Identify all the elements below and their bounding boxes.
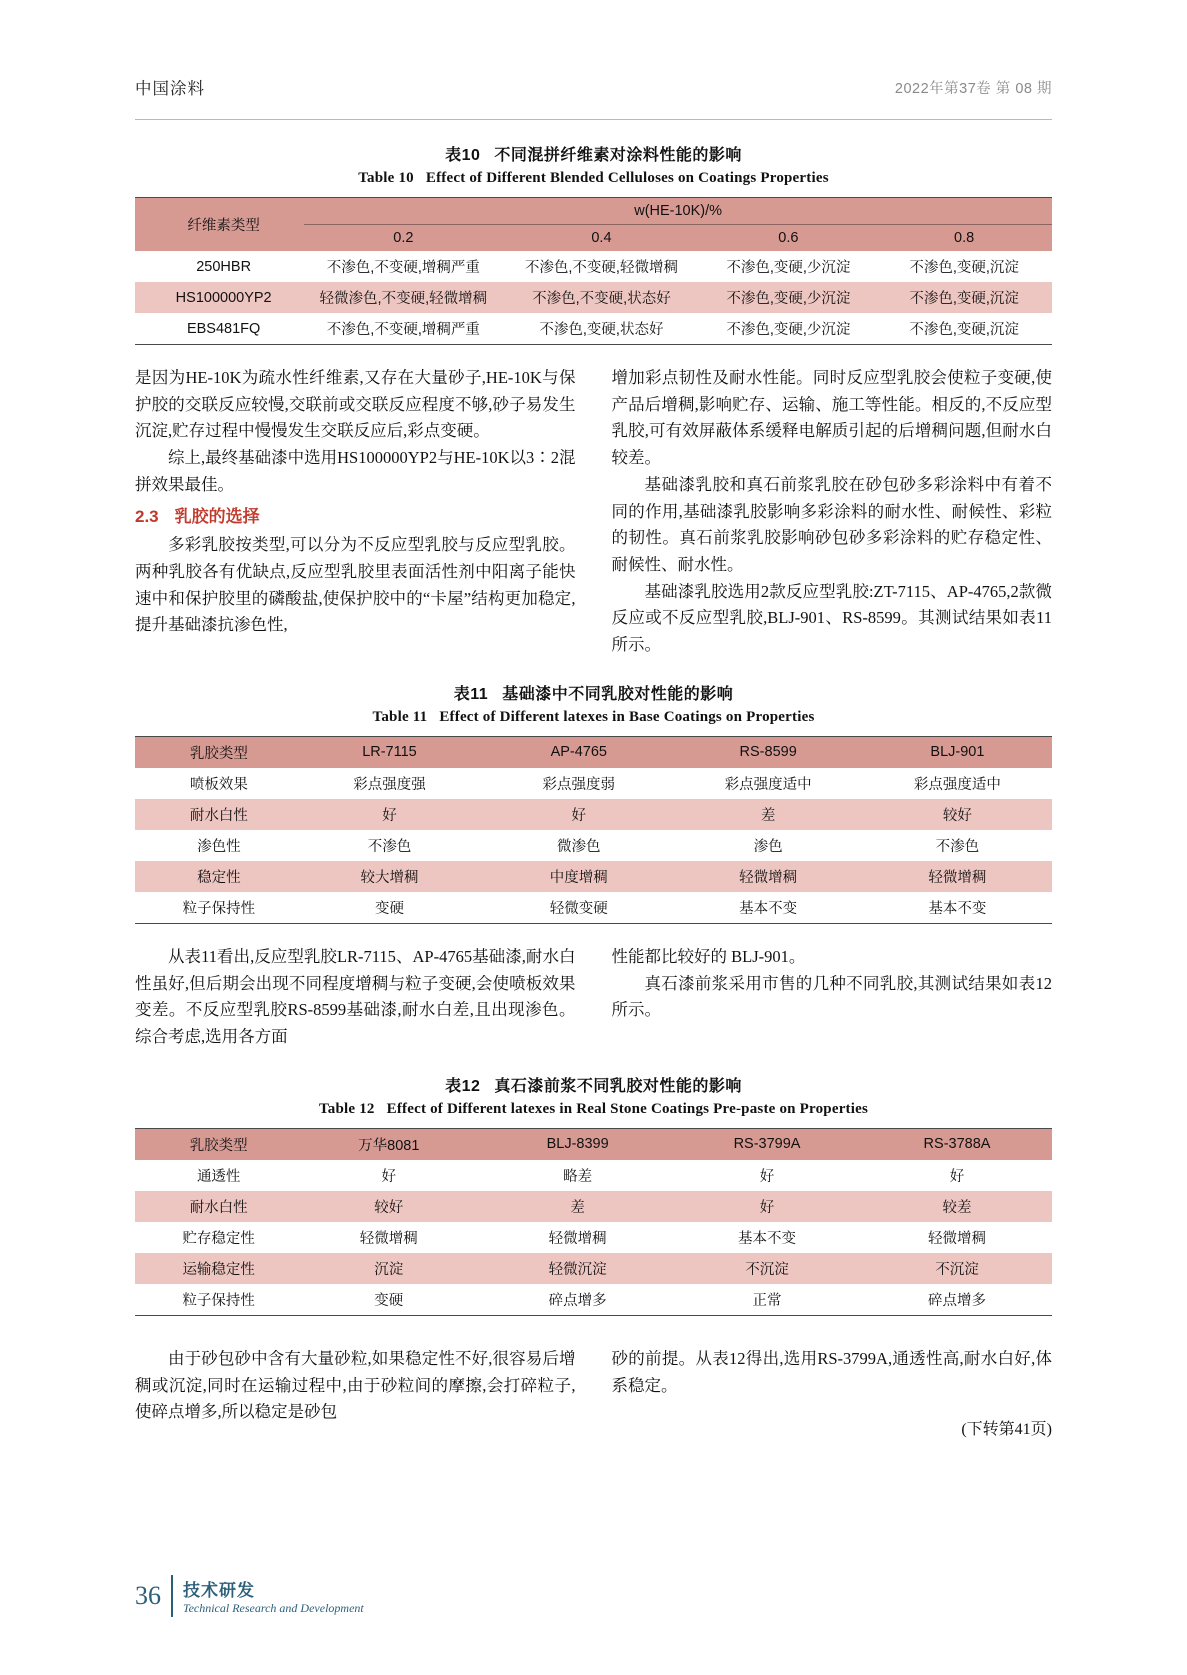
table12-header-4: RS-3788A [862,1128,1052,1160]
table11-row0-cell3: 彩点强度适中 [913,776,1001,793]
table12-caption-en-text: Effect of Different latexes in Real Stone Coatings Pre-paste on Properties [386,1100,869,1117]
table-row [135,799,1052,830]
table10-row1-cell3: 不渗色,变硬,沉淀 [876,282,1052,313]
table10-row1-cell1: 不渗色,不变硬,状态好 [502,282,700,313]
body1-left-p3: 多彩乳胶按类型,可以分为不反应型乳胶与反应型乳胶。两种乳胶各有优缺点,反应型乳胶里表面活性剂中阳离子能快速中和保护胶里的磷酸盐,使保护胶中的“卡屋”结构更加稳定,提升基础漆抗渗色性, [135,535,576,635]
body3-right-p1: 砂的前提。从表12得出,选用RS-3799A,通透性高,耐水白好,体系稳定。 [611,1348,1052,1395]
table10-row2-cell2: 不渗色,变硬,少沉淀 [726,322,851,338]
table10-group-header: w(HE-10K)/% [304,198,1052,225]
table11-row2-cell0: 不渗色 [367,838,412,855]
table-row [135,1284,1052,1316]
table12-row1-cell0: 较好 [294,1191,483,1222]
table12 [135,1128,1052,1316]
table12-row3-name: 运输稳定性 [135,1253,294,1284]
table12-row3-cell2: 不沉淀 [672,1253,862,1284]
table-row [135,1253,1052,1284]
body2-left-p1: 从表11看出,反应型乳胶LR-7115、AP-4765基础漆,耐水白性虽好,但后期会出现不同程度增稠与粒子变硬,会使喷板效果变差。不反应型乳胶RS-8599基础漆,耐水白差,且出现渗色。综合考虑,选用各方面 [135,946,576,1047]
table12-row4-cell1: 碎点增多 [548,1292,607,1309]
table10-row1-cell0: 轻微渗色,不变硬,轻微增稠 [304,282,502,313]
table12-row0-cell3: 好 [949,1168,965,1185]
table11-header-1: LR-7115 [295,736,484,768]
table11-row1-name: 耐水白性 [135,799,295,830]
table10-row0-cell3: 不渗色,变硬,沉淀 [909,260,1019,276]
table-row [135,830,1052,861]
table11-row4-name: 粒子保持性 [182,900,256,917]
body1-left-p1: 是因为HE-10K为疏水性纤维素,又存在大量砂子,HE-10K与保护胶的交联反应较慢,交联前或交联反应程度不够,砂子易发生沉淀,贮存过程中慢慢发生交联反应后,彩点变硬。 [135,368,576,441]
table-row [135,861,1052,892]
table12-caption [135,1073,1052,1118]
table-row [135,1160,1052,1191]
table-row [135,282,1052,313]
table12-row0-cell2: 好 [759,1168,775,1185]
table11-row1-cell1: 好 [484,799,673,830]
table10-row1-cell2: 不渗色,变硬,少沉淀 [701,282,877,313]
table12-header-2: BLJ-8399 [483,1128,672,1160]
table11-caption [135,681,1052,726]
table12-row2-cell1: 轻微增稠 [548,1230,607,1247]
table12-row0-cell0: 好 [381,1168,397,1185]
table10-row2-cell0: 不渗色,不变硬,增稠严重 [326,322,480,338]
body1-right-p2: 基础漆乳胶和真石前浆乳胶在砂包砂多彩涂料中有着不同的作用,基础漆乳胶影响多彩涂料的耐水性、耐候性、彩粒的韧性。真石前浆乳胶影响砂包砂多彩涂料的贮存稳定性、耐候性、耐水性。 [611,474,1052,575]
section-heading-2-3 [135,503,576,531]
continued-note: (下转第41页) [961,1421,1052,1439]
table10-row2-cell3: 不渗色,变硬,沉淀 [909,322,1019,338]
body-block-1 [135,365,1052,659]
table11-caption-en-text: Effect of Different latexes in Base Coatings on Properties [439,708,815,725]
table10-caption-cn-text: 不同混拼纤维素对涂料性能的影响 [494,147,742,164]
table12-row4-name: 粒子保持性 [182,1292,255,1309]
table11-row2-cell1: 微渗色 [557,838,601,855]
table10-row0-cell1: 不渗色,不变硬,轻微增稠 [524,260,678,276]
table11-header-2: AP-4765 [484,736,673,768]
table-row [135,1191,1052,1222]
table10-row2-cell1: 不渗色,变硬,状态好 [539,322,664,338]
table11-row1-cell3: 较好 [863,799,1052,830]
body2-right-column [612,944,1053,1051]
table11-row3-cell0: 较大增稠 [295,861,484,892]
table-row [135,1222,1052,1253]
table11-row3-cell3: 轻微增稠 [863,861,1052,892]
table10-subheader-1: 0.4 [502,225,700,252]
table10-header-row [135,198,1052,225]
table11-row1-cell0: 好 [295,799,484,830]
body3-left-column [135,1346,576,1443]
table12-row0-cell1: 略差 [563,1168,593,1185]
table12-row1-cell2: 好 [672,1191,862,1222]
table11-caption-cn-text: 基础漆中不同乳胶对性能的影响 [502,685,734,703]
table11-header-3: RS-8599 [673,736,862,768]
table10-caption-en-text: Effect of Different Blended Celluloses on Coatings Properties [425,170,829,186]
table11-caption-en-label: Table 11 [372,708,428,725]
table-row [135,768,1052,799]
table11-row2-name: 渗色性 [197,838,241,855]
table12-row2-cell0: 轻微增稠 [359,1230,418,1247]
table11-row4-cell0: 变硬 [374,900,404,917]
body1-left-p2: 综上,最终基础漆中选用HS100000YP2与HE-10K以3∶2混拼效果最佳。 [135,448,576,494]
table12-row2-name: 贮存稳定性 [182,1230,255,1247]
issue-info: 2022年第37卷 第 08 期 [894,81,1052,97]
body1-left-column [135,365,576,659]
table12-row4-cell2: 正常 [752,1292,782,1309]
table11-row4-cell1: 轻微变硬 [549,900,608,917]
table12-row1-cell1: 差 [483,1191,672,1222]
table12-header-0: 乳胶类型 [135,1128,294,1160]
section-title: 乳胶的选择 [174,506,260,526]
table10-row0-name: 250HBR [196,258,252,275]
table11-row0-cell1: 彩点强度弱 [542,776,616,793]
table12-header-1: 万华8081 [294,1128,483,1160]
table11-row0-cell0: 彩点强度强 [353,776,426,793]
body1-right-column [612,365,1053,659]
table12-row0-name: 通透性 [196,1168,241,1185]
table10-row1-name: HS100000YP2 [135,282,304,313]
table10-row2-name: EBS481FQ [186,320,261,337]
table10-caption-en-label: Table 10 [358,170,414,186]
table12-row3-cell0: 沉淀 [294,1253,483,1284]
table11 [135,736,1052,924]
table12-row1-cell3: 较差 [862,1191,1052,1222]
body-block-2 [135,944,1052,1051]
table-row [135,251,1052,282]
page-header [135,75,1052,120]
table10-col0-header: 纤维素类型 [135,198,304,252]
body2-right-p2: 真石漆前浆采用市售的几种不同乳胶,其测试结果如表12所示。 [611,973,1052,1020]
table11-row4-cell3: 基本不变 [928,900,987,917]
table10-subheader-0: 0.2 [304,225,502,252]
table10-subheader-3: 0.8 [876,225,1052,252]
table11-row3-name: 稳定性 [135,861,295,892]
section-number: 2.3 [135,506,159,526]
table11-row0-name: 喷板效果 [189,776,248,793]
table11-row2-cell2: 渗色 [753,838,783,855]
table12-row3-cell1: 轻微沉淀 [483,1253,672,1284]
table10-row0-cell2: 不渗色,变硬,少沉淀 [726,260,851,276]
table11-row0-cell2: 彩点强度适中 [724,776,812,793]
table12-header-3: RS-3799A [672,1128,862,1160]
table12-row1-name: 耐水白性 [135,1191,294,1222]
table11-header-0: 乳胶类型 [135,736,295,768]
page-footer [135,1575,364,1617]
page-number: 36 [135,1581,161,1610]
table10 [135,197,1052,345]
footer-divider [171,1575,173,1617]
table12-row2-cell3: 轻微增稠 [928,1230,986,1247]
body3-right-column [612,1346,1053,1443]
footer-section-en: Technical Research and Development [183,1601,364,1615]
table12-caption-cn-text: 真石漆前浆不同乳胶对性能的影响 [494,1077,742,1095]
table11-caption-cn-number: 表11 [453,685,489,703]
table-row [135,892,1052,924]
page [0,75,1187,1675]
journal-name: 中国涂料 [135,80,205,98]
table11-header-4: BLJ-901 [863,736,1052,768]
table12-header-row [135,1128,1052,1160]
body2-left-column [135,944,576,1051]
table11-row4-cell2: 基本不变 [739,900,798,917]
table12-row4-cell3: 碎点增多 [928,1292,986,1309]
table12-row4-cell0: 变硬 [374,1292,404,1309]
body-block-3 [135,1346,1052,1443]
body1-right-p3: 基础漆乳胶选用2款反应型乳胶:ZT-7115、AP-4765,2款微反应或不反应型乳胶,BLJ-901、RS-8599。其测试结果如表11所示。 [611,581,1052,655]
table11-row2-cell3: 不渗色 [935,838,980,855]
body3-left-p1: 由于砂包砂中含有大量砂粒,如果稳定性不好,很容易后增稠或沉淀,同时在运输过程中,由于砂粒间的摩擦,会打碎粒子,使碎点增多,所以稳定是砂包 [135,1348,576,1422]
table10-caption-cn-number: 表10 [445,147,481,164]
table11-header-row [135,736,1052,768]
body2-right-p1: 性能都比较好的 BLJ-901。 [611,946,806,966]
body1-right-p1: 增加彩点韧性及耐水性能。同时反应型乳胶会使粒子变硬,使产品后增稠,影响贮存、运输、施工等性能。相反的,不反应型乳胶,可有效屏蔽体系缓释电解质引起的后增稠问题,但耐水白较差。 [611,368,1052,468]
table-row [135,313,1052,345]
table12-row3-cell3: 不沉淀 [862,1253,1052,1284]
table11-row3-cell2: 轻微增稠 [673,861,862,892]
table12-caption-cn-number: 表12 [445,1077,481,1095]
table11-row3-cell1: 中度增稠 [484,861,673,892]
table10-caption [135,142,1052,187]
table12-row2-cell2: 基本不变 [738,1230,797,1247]
table12-caption-en-label: Table 12 [318,1100,375,1117]
footer-section-cn: 技术研发 [183,1581,255,1600]
table10-subheader-2: 0.6 [701,225,877,252]
table11-row1-cell2: 差 [673,799,862,830]
table10-row0-cell0: 不渗色,不变硬,增稠严重 [326,260,480,276]
